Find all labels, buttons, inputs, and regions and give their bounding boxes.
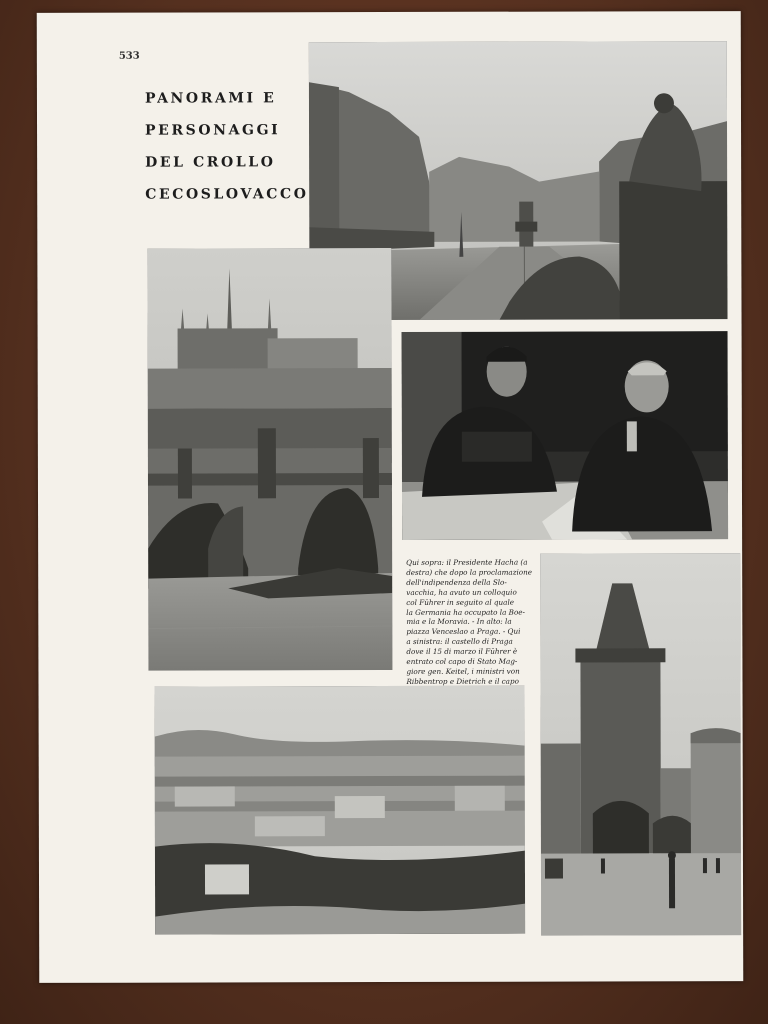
caption-line: dove il 15 di marzo il Führer è	[406, 646, 518, 657]
headline-line: PANORAMI E	[144, 90, 277, 107]
caption-line: destra) che dopo la proclamazione	[406, 567, 533, 577]
caption-line: la Germania ha occupato la Boe-	[406, 607, 525, 617]
caption-line: mia e la Moravia. - In alto: la	[406, 617, 512, 627]
caption-line: vacchia, ha avuto un colloquio	[406, 587, 517, 597]
photo-powder-tower	[540, 553, 741, 936]
caption-line: col Führer in seguito al quale	[406, 597, 515, 607]
caption-line: entrato col capo di Stato Mag-	[406, 656, 518, 667]
headline-line: CECOSLOVACCO	[145, 186, 309, 203]
caption-line: dell'indipendenza della Slo-	[406, 577, 507, 587]
caption-line: Ribbentrop e Dietrich e il capo	[406, 676, 519, 686]
photo-prague-castle	[147, 248, 392, 671]
headline-line: DEL CROLLO	[145, 154, 276, 171]
photo-hacha-meeting	[402, 331, 729, 540]
caption-line: a sinistra: il castello di Praga	[406, 636, 513, 647]
page-number: 533	[118, 50, 140, 62]
headline-line: PERSONAGGI	[145, 122, 281, 139]
caption-line: giore gen. Keitel, i ministri von	[406, 666, 520, 676]
caption-line: piazza Venceslao a Praga. - Qui	[406, 627, 521, 637]
headline	[144, 82, 309, 210]
caption-line: Qui sopra: il Presidente Hacha (a	[406, 557, 528, 567]
photo-brno-panorama	[154, 686, 525, 935]
magazine-page	[37, 11, 744, 983]
